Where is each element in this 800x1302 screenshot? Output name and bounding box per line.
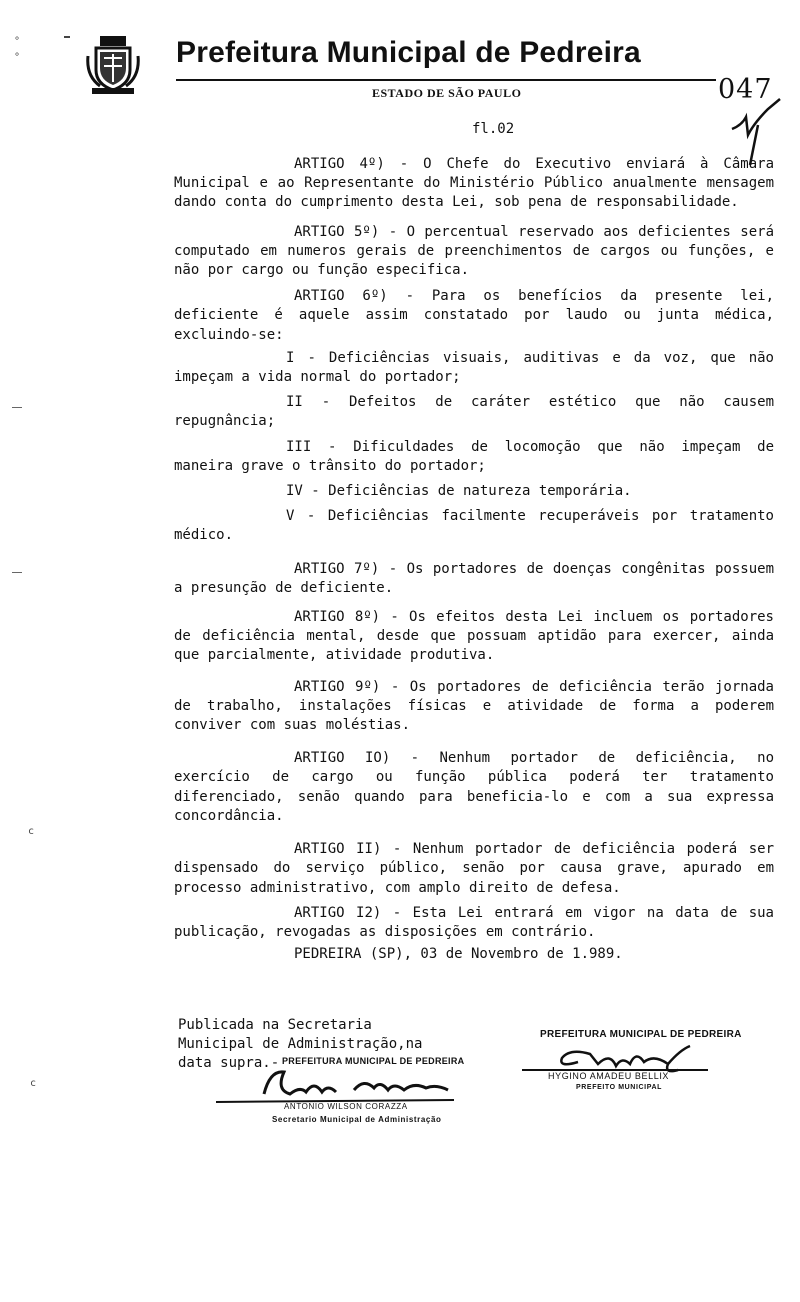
- left-signer-name: ANTONIO WILSON CORAZZA: [284, 1102, 408, 1111]
- list-item-i: I - Deficiências visuais, auditivas e da voz, que não impeçam a vida normal do portador;: [174, 349, 774, 386]
- state-subtitle: ESTADO DE SÃO PAULO: [372, 86, 522, 100]
- list-item-iv: IV - Deficiências de natureza temporária.: [286, 483, 632, 500]
- list-item-v: V - Deficiências facilmente recuperáveis por tratamento médico.: [174, 508, 774, 544]
- margin-dash: [12, 407, 22, 408]
- paragraph-artigo-4: ARTIGO 4º) - O Chefe do Executivo enviará à Câmara Municipal e ao Representante do Ministério Público anualmente mensagem dando conta do cumprimento desta Lei, sob pena de responsabilidade.: [174, 156, 774, 211]
- date-line: PEDREIRA (SP), 03 de Novembro de 1.989.: [294, 946, 623, 963]
- paragraph-artigo-7: ARTIGO 7º) - Os portadores de doenças congênitas possuem a presunção de deficiente.: [174, 560, 774, 596]
- page-title: Prefeitura Municipal de Pedreira: [176, 36, 641, 69]
- margin-dash: [12, 572, 22, 573]
- left-signer-role: Secretario Municipal de Administração: [272, 1115, 442, 1124]
- list-item-ii: II - Defeitos de caráter estético que não causem repugnância;: [174, 394, 774, 430]
- paragraph-artigo-10: ARTIGO IO) - Nenhum portador de deficiência, no exercício de cargo ou função pública poderá ter tratamento diferenciado, senão quando para beneficia-lo e com a sua expressa concordância.: [174, 750, 774, 824]
- list-item-iii: III - Dificuldades de locomoção que não impeçam de maneira grave o trânsito do portador;: [174, 438, 774, 474]
- right-stamp: PREFEITURA MUNICIPAL DE PEDREIRA: [540, 1029, 742, 1040]
- right-signer-name: HYGINO AMADEU BELLIX: [548, 1071, 670, 1081]
- left-stamp: PREFEITURA MUNICIPAL DE PEDREIRA: [282, 1056, 465, 1066]
- paragraph-artigo-12: ARTIGO I2) - Esta Lei entrará em vigor na data de sua publicação, revogadas as disposições em contrário.: [174, 904, 774, 940]
- paragraph-artigo-8: ARTIGO 8º) - Os efeitos desta Lei incluem os portadores de deficiência mental, desde que possuam aptidão para exercer, ainda que parcialmente, atividade produtiva.: [174, 609, 774, 664]
- margin-dash: [64, 36, 70, 38]
- municipal-coat-of-arms-icon: [86, 36, 140, 96]
- publication-note: Publicada na Secretaria Municipal de Administração,na data supra.-: [178, 1017, 423, 1071]
- page-number: 047: [718, 74, 773, 105]
- margin-mark: °: [14, 52, 21, 63]
- document-body: [174, 155, 774, 964]
- sheet-number: fl.02: [472, 121, 515, 137]
- paragraph-artigo-6: ARTIGO 6º) - Para os benefícios da presente lei, deficiente é aquele assim constatado por laudo ou junta médica, excluindo-se:: [174, 288, 774, 343]
- paragraph-artigo-9: ARTIGO 9º) - Os portadores de deficiência terão jornada de trabalho, instalações físicas e atividade de forma a poderem conviver com suas moléstias.: [174, 678, 774, 734]
- paragraph-artigo-5: ARTIGO 5º) - O percentual reservado aos deficientes será computado em numeros gerais de preenchimentos de cargos ou funções, e não por cargo ou função especifica.: [174, 223, 774, 279]
- title-underline: [176, 79, 716, 81]
- margin-mark: °: [14, 36, 21, 47]
- margin-mark: c: [28, 826, 35, 837]
- paragraph-artigo-11: ARTIGO II) - Nenhum portador de deficiência poderá ser dispensado do serviço público, senão por causa grave, apurado em processo administrativo, com amplo direito de defesa.: [174, 841, 774, 896]
- margin-mark: c: [30, 1078, 37, 1089]
- right-signer-role: PREFEITO MUNICIPAL: [576, 1084, 662, 1091]
